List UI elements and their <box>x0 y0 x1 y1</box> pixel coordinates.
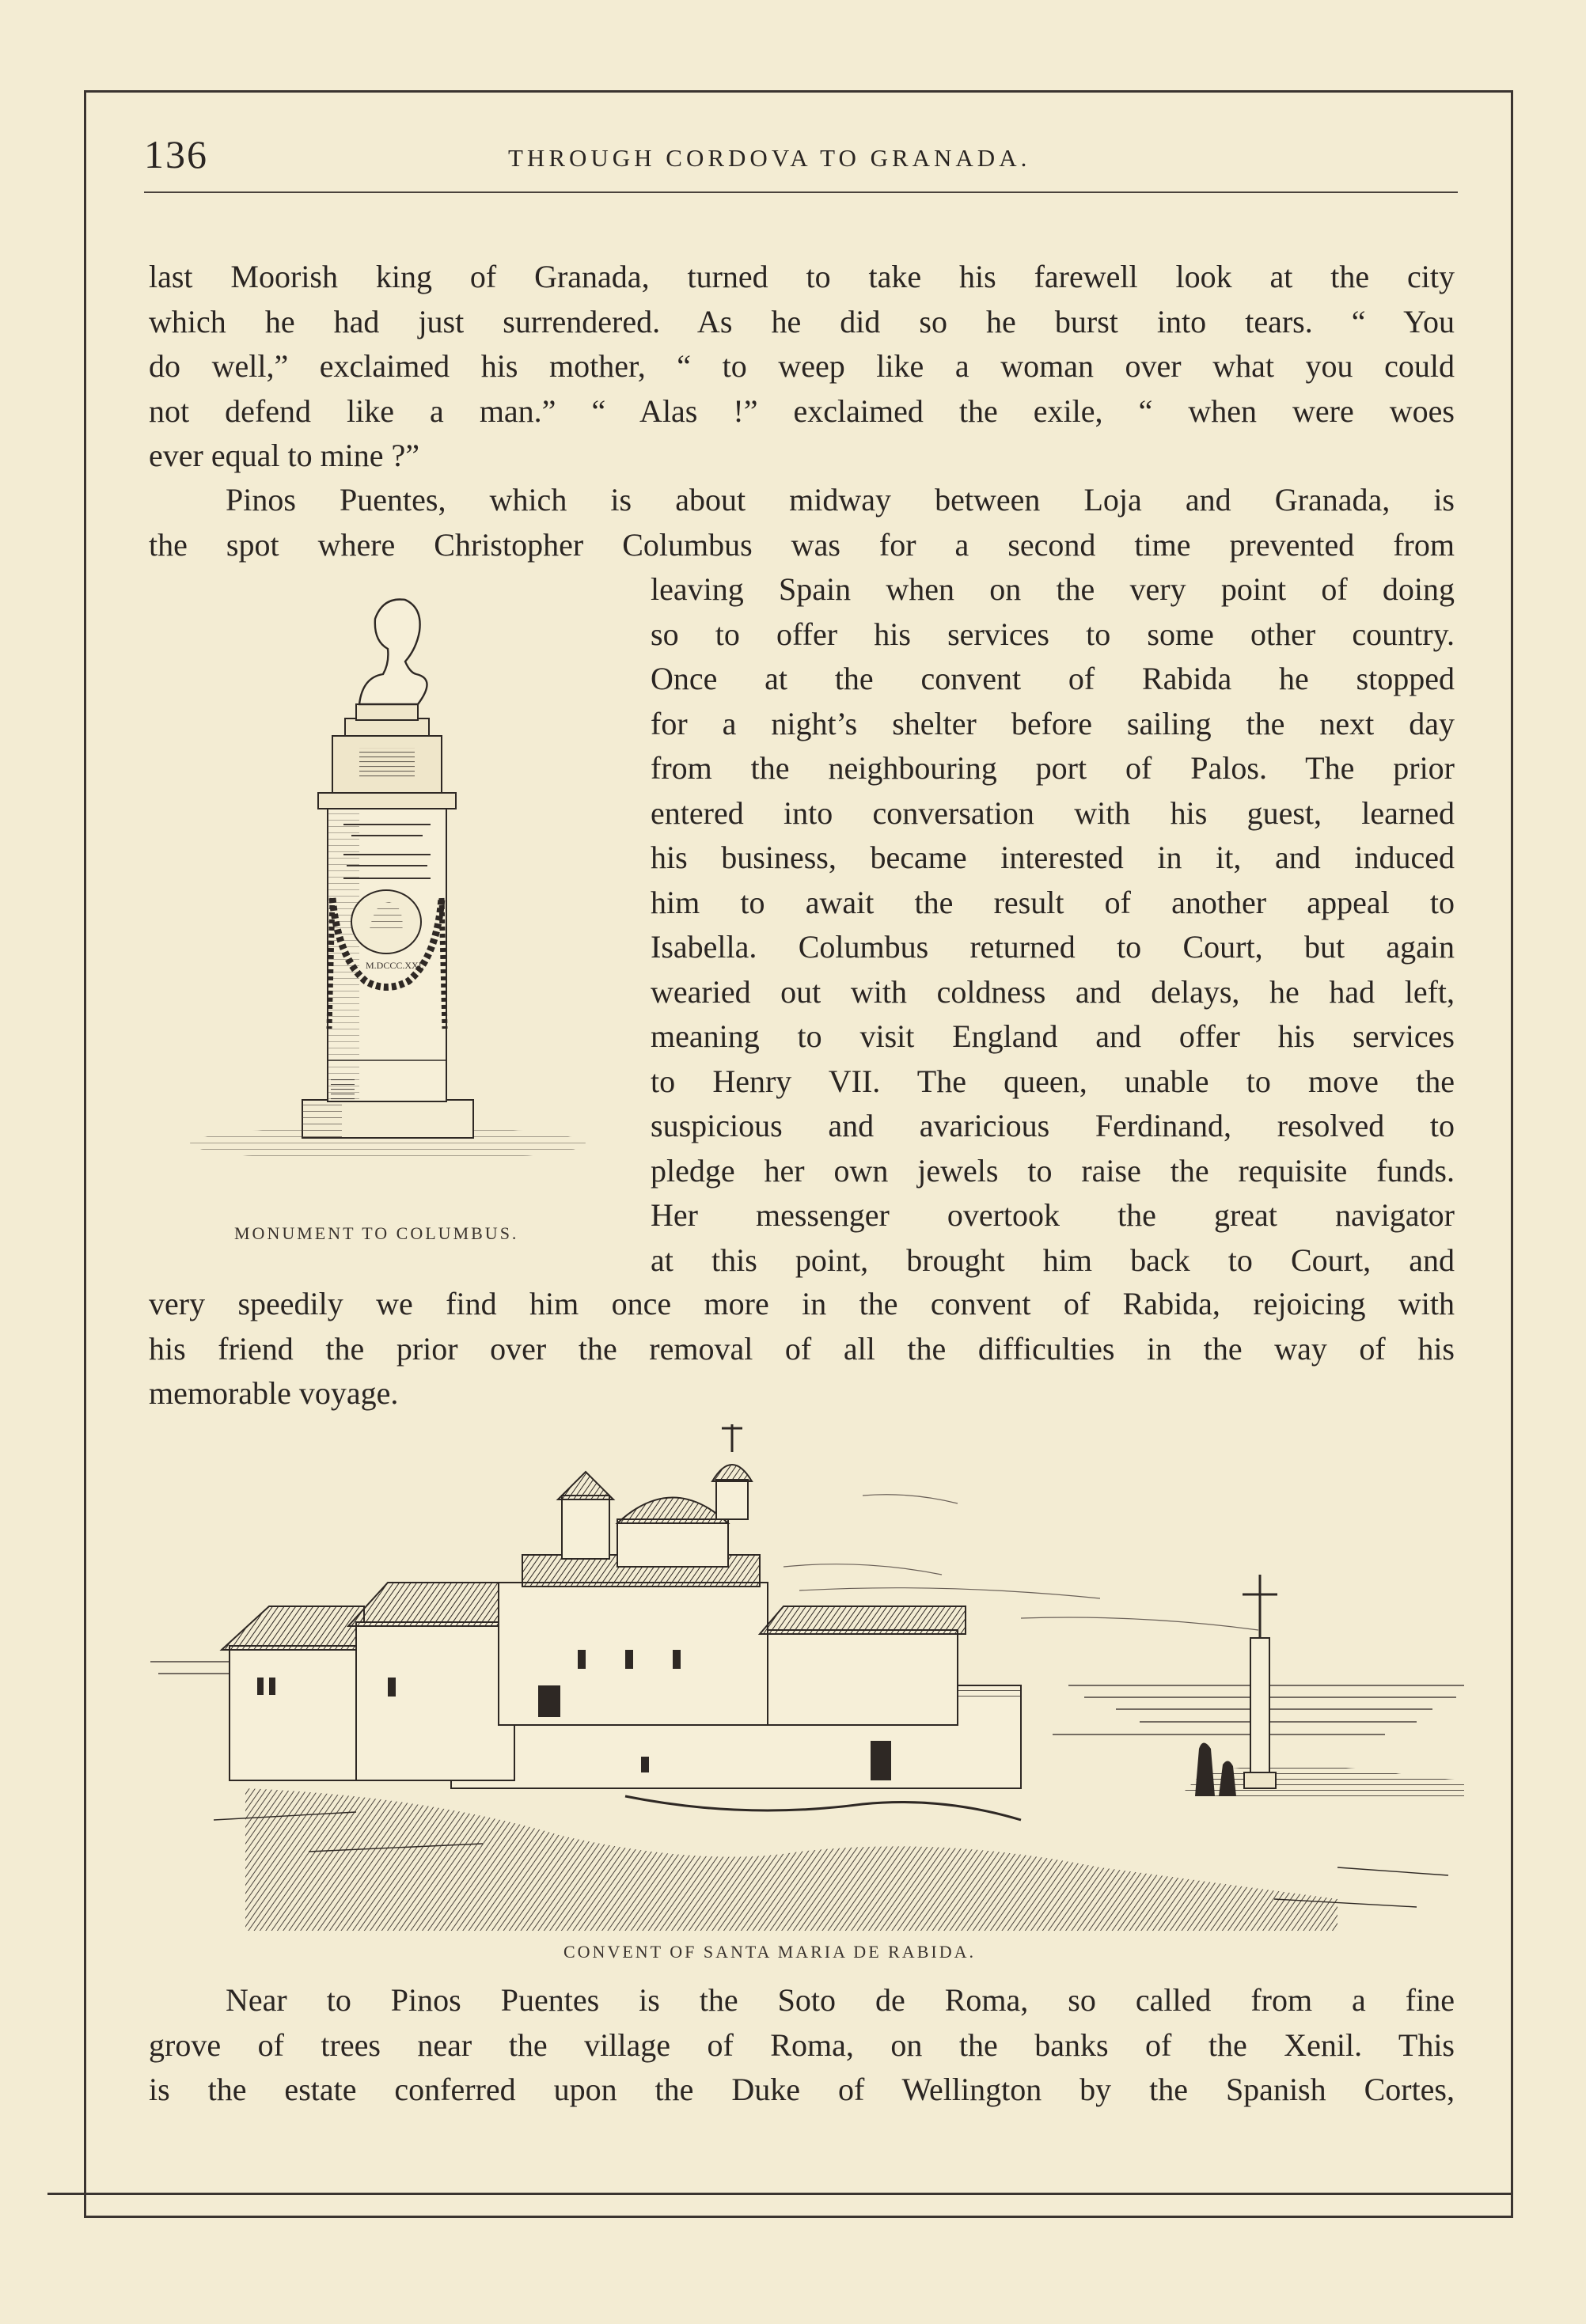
page-number: 136 <box>144 132 208 176</box>
paragraph-1 <box>149 255 1455 479</box>
text-line: last Moorish king of Granada, turned to take his farewell look at the city <box>149 259 1455 294</box>
text-line: for a night’s shelter before sailing the next day <box>651 705 1455 741</box>
convent-caption: CONVENT OF SANTA MARIA DE RABIDA. <box>563 1942 976 1962</box>
text-line: do well,” exclaimed his mother, “ to weep like a woman over what you could <box>149 348 1455 384</box>
text-line: to Henry VII. The queen, unable to move the <box>651 1063 1455 1099</box>
text-line: him to await the result of another appeal to <box>651 884 1455 920</box>
page-header <box>144 131 1458 187</box>
text-line: memorable voyage. <box>149 1375 399 1411</box>
paragraph-2-top <box>149 478 1455 567</box>
monument-inscription: M.DCCC.XXI. <box>366 960 424 971</box>
text-line: wearied out with coldness and delays, he had left, <box>651 973 1455 1010</box>
monument-caption: MONUMENT TO COLUMBUS. <box>234 1223 519 1243</box>
text-line: not defend like a man.” “ Alas !” exclaimed the exile, “ when were woes <box>149 392 1455 429</box>
text-line: meaning to visit England and offer his services <box>651 1018 1455 1054</box>
text-line: is the estate conferred upon the Duke of Wellington by the Spanish Cortes, <box>149 2072 1455 2107</box>
text-line: the spot where Christopher Columbus was for a second time prevented from <box>149 526 1455 563</box>
paragraph-2-wrapped <box>651 567 1455 1283</box>
convent-illustration <box>150 1424 1464 1931</box>
text-line: pledge her own jewels to raise the requisite funds. <box>651 1152 1455 1189</box>
paragraph-2-bottom <box>149 1282 1455 1416</box>
text-line: very speedily we find him once more in the convent of Rabida, rejoicing with <box>149 1286 1455 1321</box>
text-line: Her messenger overtook the great navigator <box>651 1197 1455 1233</box>
text-line: from the neighbouring port of Palos. The prior <box>651 750 1455 786</box>
text-line: at this point, brought him back to Court, and <box>651 1242 1455 1278</box>
text-line: grove of trees near the village of Roma, on the banks of the Xenil. This <box>149 2026 1455 2063</box>
text-line: Pinos Puentes, which is about midway between Loja and Granada, is <box>226 482 1455 517</box>
running-head: THROUGH CORDOVA TO GRANADA. <box>508 144 1031 172</box>
text-line: his business, became interested in it, and induced <box>651 840 1455 875</box>
text-line: which he had just surrendered. As he did so he burst into tears. “ You <box>149 303 1455 339</box>
text-line: suspicious and avaricious Ferdinand, resolved to <box>651 1108 1455 1143</box>
text-line: entered into conversation with his guest, learned <box>651 794 1455 831</box>
text-line: Near to Pinos Puentes is the Soto de Roma, so called from a fine <box>226 1982 1455 2018</box>
text-line: Once at the convent of Rabida he stopped <box>651 661 1455 696</box>
text-line: Isabella. Columbus returned to Court, but again <box>651 929 1455 965</box>
text-line: his friend the prior over the removal of all the difficulties in the way of his <box>149 1330 1455 1367</box>
text-line: leaving Spain when on the very point of doing <box>651 571 1455 607</box>
text-line: so to offer his services to some other country. <box>651 616 1455 652</box>
text-line: ever equal to mine ?” <box>149 438 420 473</box>
convent-engraving <box>150 1424 1464 1931</box>
header-rule <box>144 191 1458 193</box>
paragraph-3 <box>149 1978 1455 2113</box>
frame-bottom-rule <box>47 2193 1513 2195</box>
monument-illustration <box>176 586 600 1195</box>
monument-engraving <box>176 586 600 1195</box>
